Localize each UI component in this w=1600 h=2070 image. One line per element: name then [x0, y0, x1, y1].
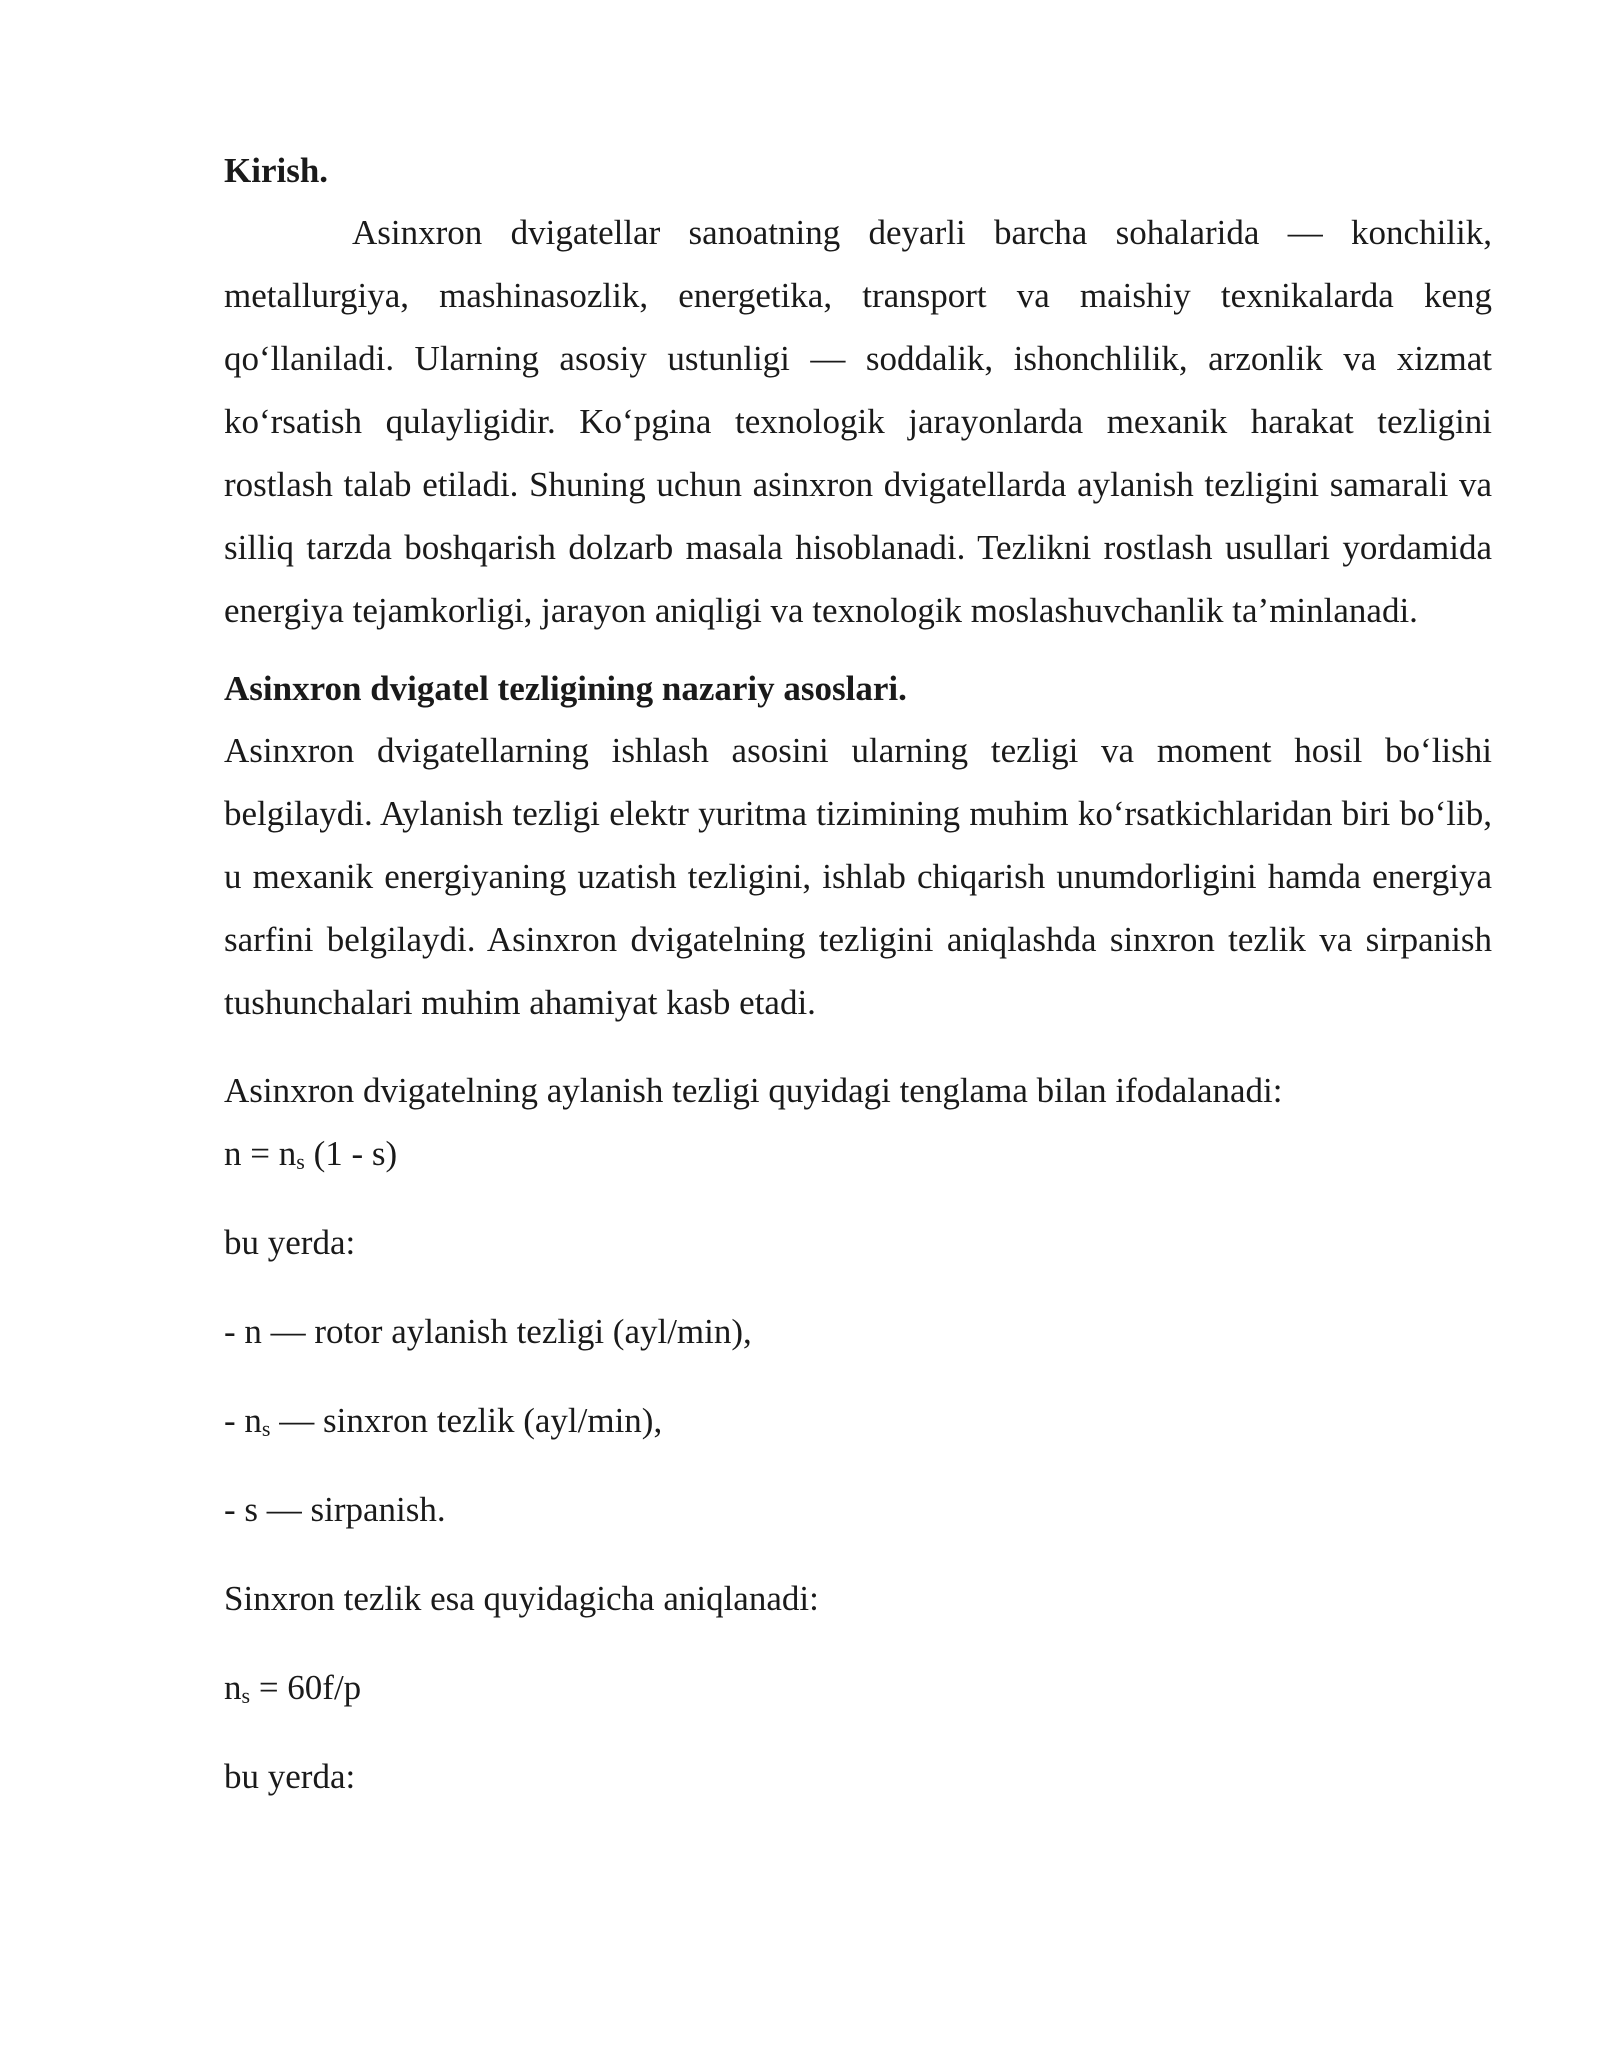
heading-theory: Asinxron dvigatel tezligining nazariy asoslari. — [224, 669, 907, 708]
heading-intro: Kirish. — [224, 151, 329, 190]
formula-sync-sub: s — [241, 1683, 251, 1708]
formula-speed-right: (1 - s) — [304, 1134, 398, 1173]
definition-ns — [224, 1389, 1492, 1452]
formula-sync — [224, 1656, 1492, 1719]
definition-ns-suffix: — sinxron tezlik (ayl/min), — [270, 1401, 663, 1440]
document-page — [224, 146, 1492, 1808]
where-label-1: bu yerda: — [224, 1223, 356, 1262]
sync-intro-paragraph: Sinxron tezlik esa quyidagicha aniqlanadi: — [224, 1579, 819, 1618]
intro-paragraph: Asinxron dvigatellar sanoatning deyarli barcha sohalarida — konchilik, metallurgiya, mashinasozlik, energetika, transport va maishiy texnikalarda keng qo‘llaniladi. Ularning asosiy ustunligi — soddalik, ishonchlilik, arzonlik va xizmat ko‘rsatish qulayligidir. Ko‘pgina texnologik jarayonlarda mexanik harakat tezligini rostlash talab etiladi. Shuning uchun asinxron dvigatellarda aylanish tezligini samarali va silliq tarzda boshqarish dolzarb masala hisoblanadi. Tezlikni rostlash usullari yordamida energiya tejamkorligi, jarayon aniqligi va texnologik moslashuvchanlik ta’minlanadi. — [224, 213, 1492, 630]
speed-intro-paragraph — [224, 1059, 1492, 1185]
formula-speed-sub: s — [296, 1149, 305, 1174]
definition-s: - s — sirpanish. — [224, 1490, 446, 1529]
formula-sync-right: = 60f/p — [250, 1668, 362, 1707]
definition-ns-prefix: - n — [224, 1401, 262, 1440]
definition-ns-sub: s — [261, 1416, 271, 1441]
theory-paragraph: Asinxron dvigatellarning ishlash asosini ularning tezligi va moment hosil bo‘lishi belgilaydi. Aylanish tezligi elektr yuritma tizimining muhim ko‘rsatkichlaridan biri bo‘lib, u mexanik energiyaning uzatish tezligini, ishlab chiqarish unumdorligini hamda energiya sarfini belgilaydi. Asinxron dvigatelning tezligini aniqlashda sinxron tezlik va sirpanish tushunchalari muhim ahamiyat kasb etadi. — [224, 731, 1492, 1022]
definition-n: - n — rotor aylanish tezligi (ayl/min), — [224, 1312, 752, 1351]
speed-intro-text: Asinxron dvigatelning aylanish tezligi quyidagi tenglama bilan ifodalanadi: — [224, 1071, 1283, 1110]
formula-sync-left: n — [224, 1668, 242, 1707]
formula-speed-left: n = n — [224, 1134, 297, 1173]
formula-speed — [224, 1122, 1492, 1185]
where-label-2: bu yerda: — [224, 1757, 356, 1796]
